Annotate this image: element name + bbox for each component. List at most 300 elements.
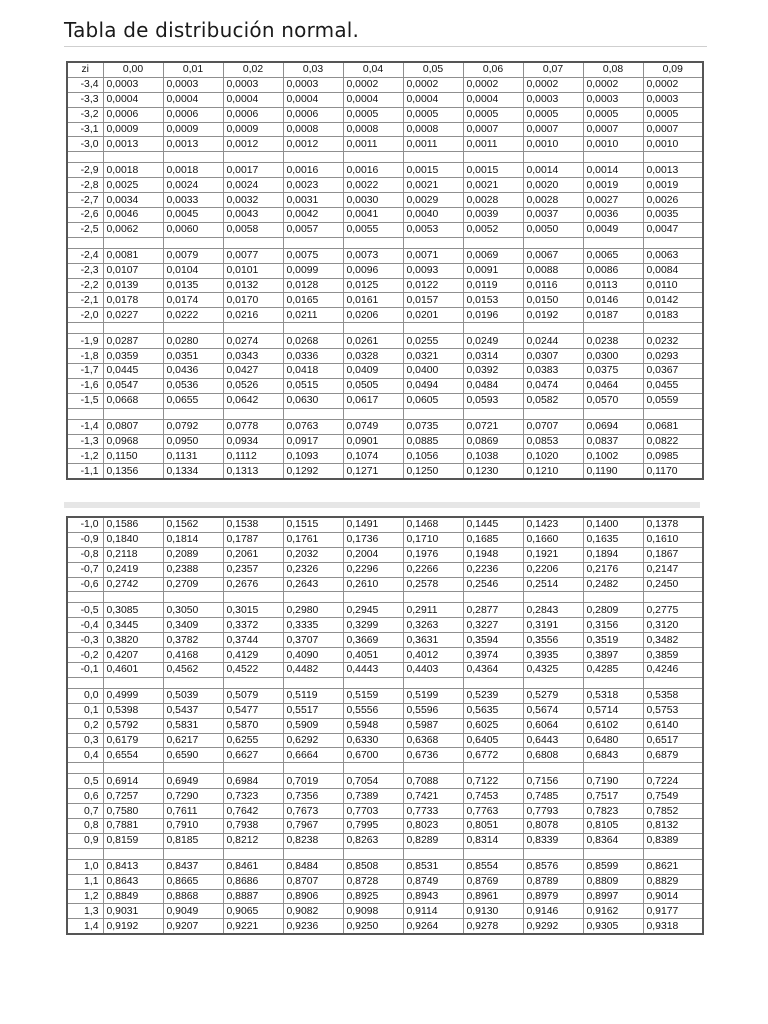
probability-cell: 0,0165 <box>283 293 343 308</box>
table-row <box>67 819 703 834</box>
probability-cell: 0,7823 <box>583 804 643 819</box>
z-value-cell: -1,8 <box>67 349 103 364</box>
probability-cell: 0,0917 <box>283 434 343 449</box>
table-row <box>67 718 703 733</box>
probability-cell: 0,0045 <box>163 208 223 223</box>
probability-cell: 0,3050 <box>163 603 223 618</box>
z-value-cell: -0,4 <box>67 618 103 633</box>
probability-cell: 0,8961 <box>463 889 523 904</box>
header-cell: 0,02 <box>223 62 283 77</box>
probability-cell: 0,1562 <box>163 517 223 532</box>
probability-cell: 0,1292 <box>283 464 343 479</box>
spacer-cell <box>67 408 103 419</box>
probability-cell: 0,7485 <box>523 789 583 804</box>
probability-cell: 0,5792 <box>103 718 163 733</box>
probability-cell: 0,0010 <box>583 137 643 152</box>
z-value-cell: 1,2 <box>67 889 103 904</box>
probability-cell: 0,0142 <box>643 293 703 308</box>
probability-cell: 0,0004 <box>283 92 343 107</box>
probability-cell: 0,3859 <box>643 648 703 663</box>
probability-cell: 0,0582 <box>523 393 583 408</box>
probability-cell: 0,0003 <box>643 92 703 107</box>
probability-cell: 0,6772 <box>463 748 523 763</box>
probability-cell: 0,0062 <box>103 222 163 237</box>
probability-cell: 0,6292 <box>283 733 343 748</box>
table-row <box>67 449 703 464</box>
probability-cell: 0,2945 <box>343 603 403 618</box>
probability-cell: 0,5039 <box>163 688 223 703</box>
group-spacer-row <box>67 408 703 419</box>
spacer-cell <box>283 848 343 859</box>
probability-cell: 0,0222 <box>163 308 223 323</box>
table-row <box>67 92 703 107</box>
probability-cell: 0,7088 <box>403 774 463 789</box>
probability-cell: 0,0005 <box>643 107 703 122</box>
table-row <box>67 278 703 293</box>
probability-cell: 0,0086 <box>583 263 643 278</box>
table-row <box>67 364 703 379</box>
probability-cell: 0,6179 <box>103 733 163 748</box>
probability-cell: 0,7580 <box>103 804 163 819</box>
probability-cell: 0,0104 <box>163 263 223 278</box>
probability-cell: 0,0006 <box>223 107 283 122</box>
spacer-cell <box>583 152 643 163</box>
probability-cell: 0,6984 <box>223 774 283 789</box>
probability-cell: 0,0307 <box>523 349 583 364</box>
probability-cell: 0,9278 <box>463 919 523 934</box>
probability-cell: 0,1894 <box>583 547 643 562</box>
probability-cell: 0,4999 <box>103 688 163 703</box>
probability-cell: 0,2676 <box>223 577 283 592</box>
probability-cell: 0,0024 <box>163 178 223 193</box>
probability-cell: 0,0153 <box>463 293 523 308</box>
table-row <box>67 789 703 804</box>
spacer-cell <box>643 763 703 774</box>
probability-cell: 0,4403 <box>403 663 463 678</box>
probability-cell: 0,0002 <box>523 77 583 92</box>
z-value-cell: -1,7 <box>67 364 103 379</box>
header-cell: 0,03 <box>283 62 343 77</box>
probability-cell: 0,0002 <box>463 77 523 92</box>
probability-cell: 0,4325 <box>523 663 583 678</box>
probability-cell: 0,8389 <box>643 833 703 848</box>
probability-cell: 0,0067 <box>523 248 583 263</box>
probability-cell: 0,2843 <box>523 603 583 618</box>
spacer-cell <box>223 323 283 334</box>
probability-cell: 0,9221 <box>223 919 283 934</box>
probability-cell: 0,1271 <box>343 464 403 479</box>
probability-cell: 0,6808 <box>523 748 583 763</box>
probability-cell: 0,8789 <box>523 874 583 889</box>
probability-cell: 0,5674 <box>523 703 583 718</box>
spacer-cell <box>583 237 643 248</box>
probability-cell: 0,2004 <box>343 547 403 562</box>
probability-cell: 0,0003 <box>223 77 283 92</box>
probability-cell: 0,2610 <box>343 577 403 592</box>
probability-cell: 0,8925 <box>343 889 403 904</box>
probability-cell: 0,7733 <box>403 804 463 819</box>
probability-cell: 0,1423 <box>523 517 583 532</box>
z-value-cell: -1,0 <box>67 517 103 532</box>
probability-cell: 0,0035 <box>643 208 703 223</box>
spacer-cell <box>583 323 643 334</box>
z-value-cell: 0,8 <box>67 819 103 834</box>
table-body <box>67 77 703 479</box>
spacer-cell <box>343 323 403 334</box>
normal-table-lower <box>66 516 704 935</box>
probability-cell: 0,0037 <box>523 208 583 223</box>
header-cell: 0,04 <box>343 62 403 77</box>
probability-cell: 0,0073 <box>343 248 403 263</box>
probability-cell: 0,8132 <box>643 819 703 834</box>
probability-cell: 0,0028 <box>523 193 583 208</box>
probability-cell: 0,7673 <box>283 804 343 819</box>
spacer-cell <box>343 237 403 248</box>
header-cell: 0,05 <box>403 62 463 77</box>
z-value-cell: -0,9 <box>67 532 103 547</box>
table-row <box>67 703 703 718</box>
probability-cell: 0,0033 <box>163 193 223 208</box>
probability-cell: 0,0484 <box>463 378 523 393</box>
probability-cell: 0,5477 <box>223 703 283 718</box>
probability-cell: 0,0547 <box>103 378 163 393</box>
probability-cell: 0,5556 <box>343 703 403 718</box>
probability-cell: 0,0901 <box>343 434 403 449</box>
probability-cell: 0,7421 <box>403 789 463 804</box>
spacer-cell <box>643 323 703 334</box>
probability-cell: 0,0005 <box>583 107 643 122</box>
spacer-cell <box>283 237 343 248</box>
probability-cell: 0,7763 <box>463 804 523 819</box>
table-row <box>67 648 703 663</box>
table-row <box>67 137 703 152</box>
probability-cell: 0,0314 <box>463 349 523 364</box>
probability-cell: 0,0046 <box>103 208 163 223</box>
probability-cell: 0,0400 <box>403 364 463 379</box>
probability-cell: 0,7290 <box>163 789 223 804</box>
probability-cell: 0,5753 <box>643 703 703 718</box>
probability-cell: 0,0707 <box>523 419 583 434</box>
probability-cell: 0,8185 <box>163 833 223 848</box>
probability-cell: 0,0004 <box>163 92 223 107</box>
probability-cell: 0,0351 <box>163 349 223 364</box>
z-value-cell: -0,7 <box>67 562 103 577</box>
probability-cell: 0,1948 <box>463 547 523 562</box>
spacer-cell <box>223 237 283 248</box>
spacer-cell <box>643 152 703 163</box>
table-row <box>67 308 703 323</box>
probability-cell: 0,1468 <box>403 517 463 532</box>
probability-cell: 0,3482 <box>643 633 703 648</box>
spacer-cell <box>463 763 523 774</box>
probability-cell: 0,2578 <box>403 577 463 592</box>
probability-cell: 0,6064 <box>523 718 583 733</box>
probability-cell: 0,1710 <box>403 532 463 547</box>
spacer-cell <box>67 152 103 163</box>
probability-cell: 0,9177 <box>643 904 703 919</box>
probability-cell: 0,0630 <box>283 393 343 408</box>
probability-cell: 0,0018 <box>103 163 163 178</box>
spacer-cell <box>103 323 163 334</box>
probability-cell: 0,5870 <box>223 718 283 733</box>
probability-cell: 0,4601 <box>103 663 163 678</box>
probability-cell: 0,3156 <box>583 618 643 633</box>
probability-cell: 0,8105 <box>583 819 643 834</box>
probability-cell: 0,6879 <box>643 748 703 763</box>
probability-cell: 0,8868 <box>163 889 223 904</box>
probability-cell: 0,0367 <box>643 364 703 379</box>
probability-cell: 0,9014 <box>643 889 703 904</box>
probability-cell: 0,2482 <box>583 577 643 592</box>
probability-cell: 0,0039 <box>463 208 523 223</box>
probability-cell: 0,0822 <box>643 434 703 449</box>
spacer-cell <box>643 677 703 688</box>
probability-cell: 0,0009 <box>223 122 283 137</box>
probability-cell: 0,0018 <box>163 163 223 178</box>
probability-cell: 0,0792 <box>163 419 223 434</box>
probability-cell: 0,8979 <box>523 889 583 904</box>
probability-cell: 0,0343 <box>223 349 283 364</box>
probability-cell: 0,0005 <box>403 107 463 122</box>
probability-cell: 0,5987 <box>403 718 463 733</box>
table-row <box>67 517 703 532</box>
probability-cell: 0,3299 <box>343 618 403 633</box>
spacer-cell <box>523 763 583 774</box>
probability-cell: 0,8413 <box>103 859 163 874</box>
probability-cell: 0,0006 <box>163 107 223 122</box>
probability-cell: 0,0004 <box>103 92 163 107</box>
probability-cell: 0,0110 <box>643 278 703 293</box>
probability-cell: 0,0006 <box>283 107 343 122</box>
spacer-cell <box>67 848 103 859</box>
probability-cell: 0,0392 <box>463 364 523 379</box>
probability-cell: 0,0196 <box>463 308 523 323</box>
spacer-cell <box>463 237 523 248</box>
spacer-cell <box>283 152 343 163</box>
probability-cell: 0,0096 <box>343 263 403 278</box>
group-spacer-row <box>67 677 703 688</box>
probability-cell: 0,8051 <box>463 819 523 834</box>
probability-cell: 0,1210 <box>523 464 583 479</box>
probability-cell: 0,2419 <box>103 562 163 577</box>
probability-cell: 0,2514 <box>523 577 583 592</box>
probability-cell: 0,2450 <box>643 577 703 592</box>
spacer-cell <box>67 763 103 774</box>
header-cell: 0,07 <box>523 62 583 77</box>
probability-cell: 0,8728 <box>343 874 403 889</box>
z-value-cell: 1,3 <box>67 904 103 919</box>
probability-cell: 0,0027 <box>583 193 643 208</box>
probability-cell: 0,4168 <box>163 648 223 663</box>
page-break-divider <box>64 502 700 508</box>
probability-cell: 0,8665 <box>163 874 223 889</box>
probability-cell: 0,8749 <box>403 874 463 889</box>
probability-cell: 0,9250 <box>343 919 403 934</box>
probability-cell: 0,0002 <box>343 77 403 92</box>
probability-cell: 0,5517 <box>283 703 343 718</box>
spacer-cell <box>163 677 223 688</box>
table-row <box>67 222 703 237</box>
spacer-cell <box>643 592 703 603</box>
probability-cell: 0,0014 <box>583 163 643 178</box>
probability-cell: 0,0321 <box>403 349 463 364</box>
z-value-cell: 0,5 <box>67 774 103 789</box>
spacer-cell <box>163 323 223 334</box>
probability-cell: 0,0150 <box>523 293 583 308</box>
probability-cell: 0,0011 <box>403 137 463 152</box>
probability-cell: 0,0031 <box>283 193 343 208</box>
probability-cell: 0,7224 <box>643 774 703 789</box>
spacer-cell <box>643 408 703 419</box>
probability-cell: 0,1313 <box>223 464 283 479</box>
spacer-cell <box>283 408 343 419</box>
probability-cell: 0,0807 <box>103 419 163 434</box>
probability-cell: 0,0013 <box>103 137 163 152</box>
probability-cell: 0,0005 <box>343 107 403 122</box>
z-value-cell: -2,5 <box>67 222 103 237</box>
probability-cell: 0,8809 <box>583 874 643 889</box>
probability-cell: 0,0187 <box>583 308 643 323</box>
probability-cell: 0,0055 <box>343 222 403 237</box>
group-spacer-row <box>67 237 703 248</box>
probability-cell: 0,8263 <box>343 833 403 848</box>
table-row <box>67 293 703 308</box>
probability-cell: 0,7517 <box>583 789 643 804</box>
z-value-cell: 1,4 <box>67 919 103 934</box>
probability-cell: 0,8289 <box>403 833 463 848</box>
z-value-cell: -3,0 <box>67 137 103 152</box>
probability-cell: 0,4090 <box>283 648 343 663</box>
probability-cell: 0,0116 <box>523 278 583 293</box>
probability-cell: 0,7356 <box>283 789 343 804</box>
table-row <box>67 804 703 819</box>
probability-cell: 0,0122 <box>403 278 463 293</box>
probability-cell: 0,6949 <box>163 774 223 789</box>
probability-cell: 0,0125 <box>343 278 403 293</box>
probability-cell: 0,8314 <box>463 833 523 848</box>
probability-cell: 0,1867 <box>643 547 703 562</box>
probability-cell: 0,0028 <box>463 193 523 208</box>
table-row <box>67 393 703 408</box>
probability-cell: 0,0012 <box>283 137 343 152</box>
spacer-cell <box>343 592 403 603</box>
probability-cell: 0,3191 <box>523 618 583 633</box>
spacer-cell <box>523 592 583 603</box>
table-row <box>67 774 703 789</box>
probability-cell: 0,1074 <box>343 449 403 464</box>
probability-cell: 0,8159 <box>103 833 163 848</box>
z-value-cell: -0,2 <box>67 648 103 663</box>
probability-cell: 0,8943 <box>403 889 463 904</box>
spacer-cell <box>463 323 523 334</box>
z-value-cell: -1,6 <box>67 378 103 393</box>
probability-cell: 0,2775 <box>643 603 703 618</box>
spacer-cell <box>643 848 703 859</box>
probability-cell: 0,0003 <box>103 77 163 92</box>
probability-cell: 0,1334 <box>163 464 223 479</box>
probability-cell: 0,0004 <box>403 92 463 107</box>
probability-cell: 0,2980 <box>283 603 343 618</box>
probability-cell: 0,8707 <box>283 874 343 889</box>
probability-cell: 0,0206 <box>343 308 403 323</box>
spacer-cell <box>223 848 283 859</box>
z-value-cell: -1,5 <box>67 393 103 408</box>
probability-cell: 0,1976 <box>403 547 463 562</box>
probability-cell: 0,0328 <box>343 349 403 364</box>
table-row <box>67 334 703 349</box>
table-row <box>67 77 703 92</box>
probability-cell: 0,8849 <box>103 889 163 904</box>
probability-cell: 0,0655 <box>163 393 223 408</box>
table-row <box>67 248 703 263</box>
probability-cell: 0,0183 <box>643 308 703 323</box>
probability-cell: 0,7703 <box>343 804 403 819</box>
z-value-cell: 0,3 <box>67 733 103 748</box>
probability-cell: 0,2061 <box>223 547 283 562</box>
probability-cell: 0,0174 <box>163 293 223 308</box>
spacer-cell <box>163 763 223 774</box>
probability-cell: 0,0455 <box>643 378 703 393</box>
probability-cell: 0,0021 <box>463 178 523 193</box>
probability-cell: 0,0069 <box>463 248 523 263</box>
probability-cell: 0,1190 <box>583 464 643 479</box>
probability-cell: 0,0536 <box>163 378 223 393</box>
spacer-cell <box>103 237 163 248</box>
probability-cell: 0,0668 <box>103 393 163 408</box>
table-row <box>67 833 703 848</box>
probability-cell: 0,0057 <box>283 222 343 237</box>
probability-cell: 0,0010 <box>643 137 703 152</box>
probability-cell: 0,5199 <box>403 688 463 703</box>
header-cell: 0,09 <box>643 62 703 77</box>
probability-cell: 0,0139 <box>103 278 163 293</box>
probability-cell: 0,0778 <box>223 419 283 434</box>
probability-cell: 0,0427 <box>223 364 283 379</box>
spacer-cell <box>223 408 283 419</box>
probability-cell: 0,0053 <box>403 222 463 237</box>
table-row <box>67 904 703 919</box>
z-value-cell: 0,0 <box>67 688 103 703</box>
probability-cell: 0,0047 <box>643 222 703 237</box>
probability-cell: 0,5714 <box>583 703 643 718</box>
probability-cell: 0,2089 <box>163 547 223 562</box>
probability-cell: 0,0107 <box>103 263 163 278</box>
probability-cell: 0,8531 <box>403 859 463 874</box>
probability-cell: 0,0132 <box>223 278 283 293</box>
probability-cell: 0,0559 <box>643 393 703 408</box>
probability-cell: 0,0025 <box>103 178 163 193</box>
spacer-cell <box>643 237 703 248</box>
probability-cell: 0,0261 <box>343 334 403 349</box>
probability-cell: 0,0060 <box>163 222 223 237</box>
spacer-cell <box>67 237 103 248</box>
probability-cell: 0,0005 <box>523 107 583 122</box>
probability-cell: 0,4129 <box>223 648 283 663</box>
probability-cell: 0,8769 <box>463 874 523 889</box>
probability-cell: 0,0021 <box>403 178 463 193</box>
probability-cell: 0,1056 <box>403 449 463 464</box>
probability-cell: 0,1400 <box>583 517 643 532</box>
table-row <box>67 688 703 703</box>
probability-cell: 0,7881 <box>103 819 163 834</box>
header-cell: 0,06 <box>463 62 523 77</box>
probability-cell: 0,8508 <box>343 859 403 874</box>
probability-cell: 0,0515 <box>283 378 343 393</box>
probability-cell: 0,0007 <box>523 122 583 137</box>
probability-cell: 0,0249 <box>463 334 523 349</box>
probability-cell: 0,8621 <box>643 859 703 874</box>
spacer-cell <box>343 677 403 688</box>
